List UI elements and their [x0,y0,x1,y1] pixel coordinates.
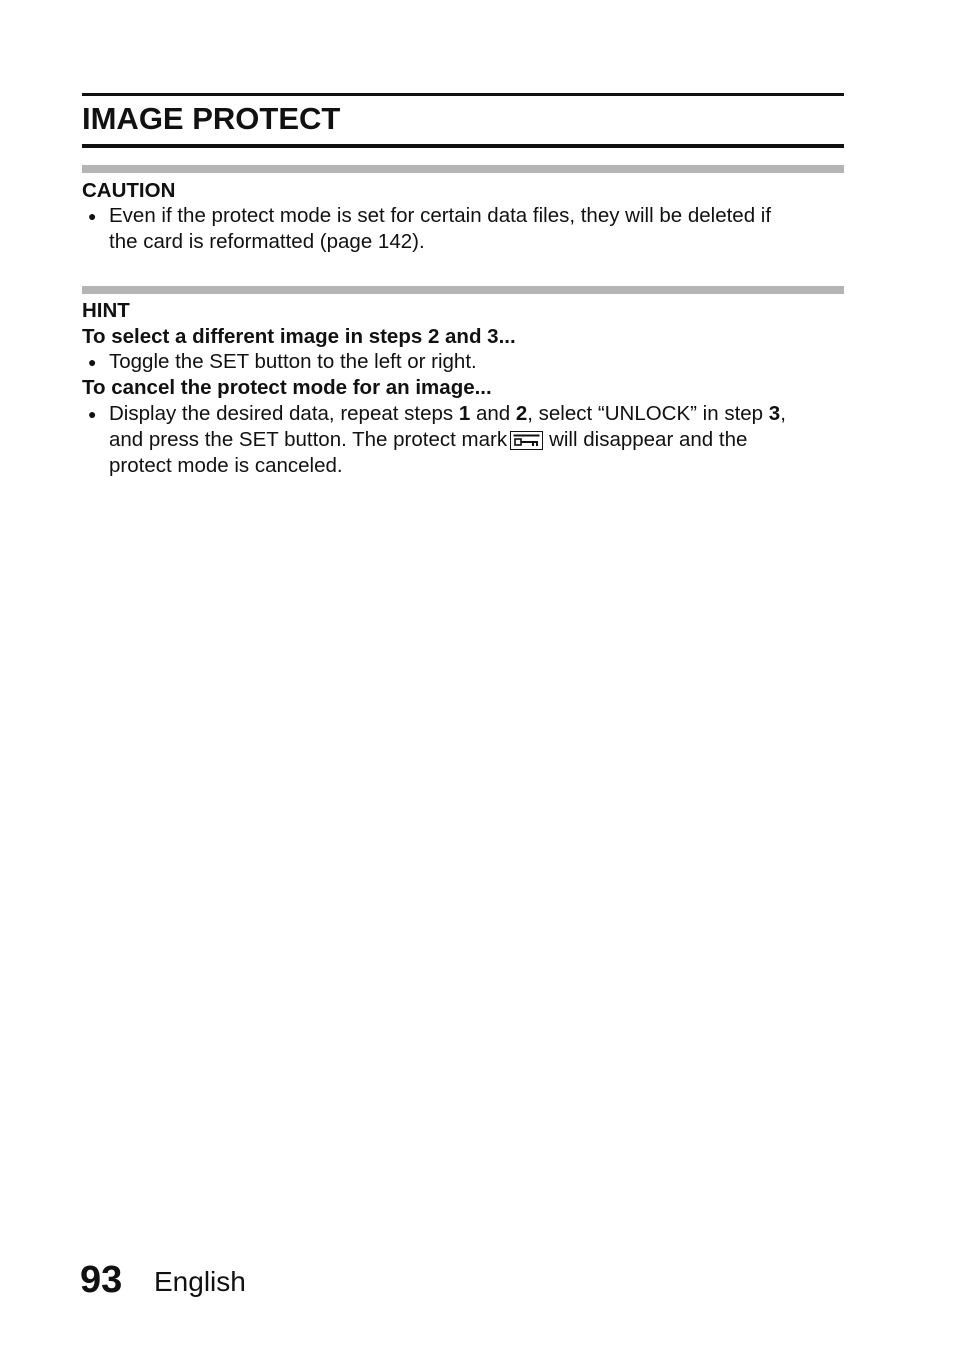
caution-line-2: the card is reformatted (page 142). [109,230,425,253]
bullet-icon: ● [88,354,97,370]
hint-select-text: Toggle the SET button to the left or right. [109,350,477,373]
hint-subheading-select: To select a different image in steps 2 and 3... [82,325,516,348]
caution-text [109,203,849,255]
page-title: IMAGE PROTECT [82,101,341,136]
hint-divider [82,286,844,294]
bullet-icon: ● [88,208,97,224]
title-top-rule [82,93,844,96]
hint-cancel-line-3: protect mode is canceled. [109,454,343,477]
hint-label: HINT [82,299,130,322]
hint-cancel-line-2: and press the SET button. The protect mark will disappear and the [109,428,748,451]
hint-cancel-text [109,401,849,479]
bullet-icon: ● [88,406,97,422]
protect-mark-icon [510,431,543,450]
caution-label: CAUTION [82,179,176,202]
title-bottom-rule [82,144,844,148]
language-label: English [154,1266,246,1297]
caution-line-1: Even if the protect mode is set for certain data files, they will be deleted if [109,204,772,227]
page-number: 93 [80,1259,123,1301]
hint-subheading-cancel: To cancel the protect mode for an image... [82,376,492,399]
caution-divider [82,165,844,173]
hint-cancel-line-1: Display the desired data, repeat steps 1 and 2, select “UNLOCK” in step 3, [109,402,786,425]
